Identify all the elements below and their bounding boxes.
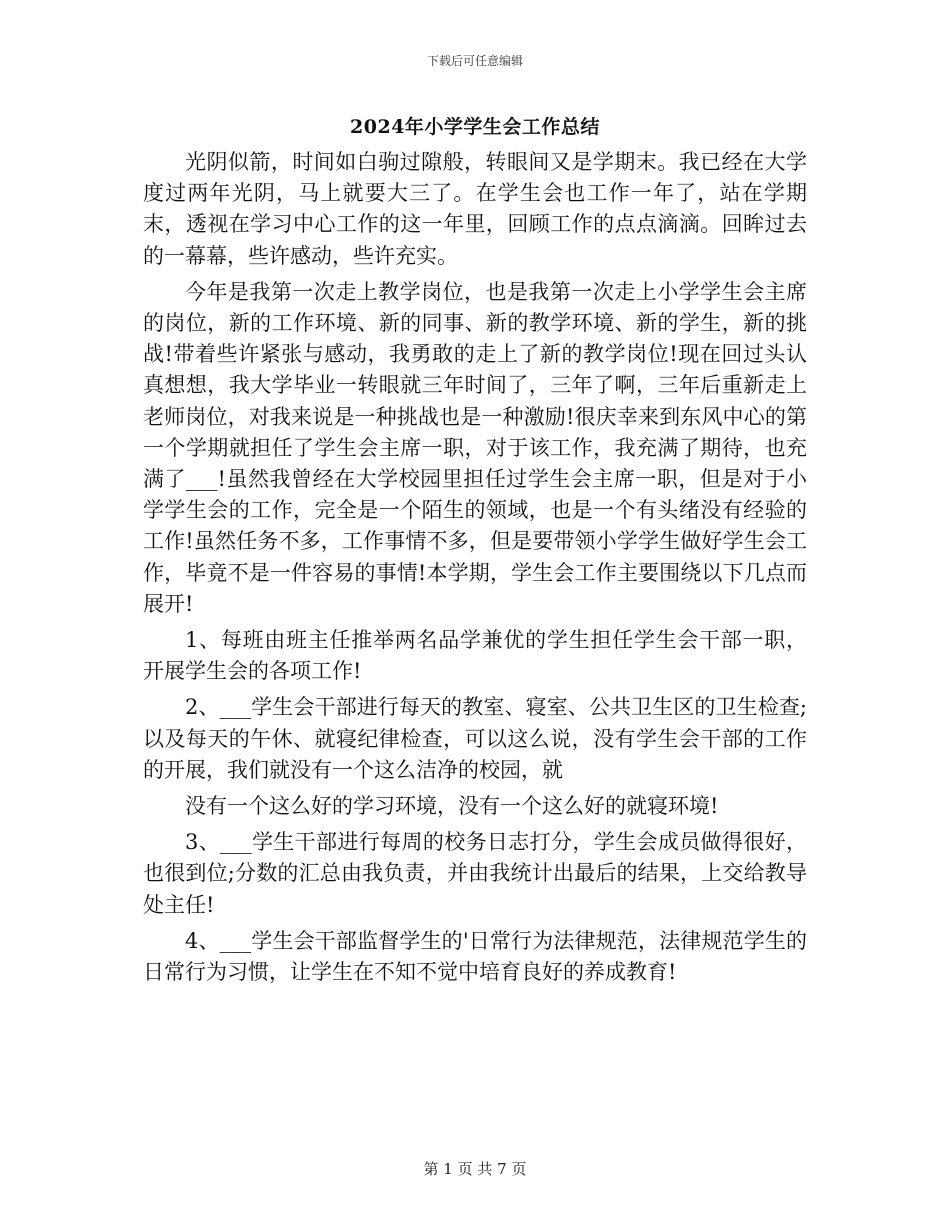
header-note: 下载后可任意编辑	[426, 54, 523, 68]
document-body	[143, 147, 807, 993]
paragraph-item-2-continued: 没有一个这么好的学习环境，没有一个这么好的就寝环境!	[185, 794, 719, 819]
paragraph-item-3: 3、___学生干部进行每周的校务日志打分，学生会成员做得很好，也很到位;分数的汇总由我负责，并由我统计出最后的结果，上交给教导处主任!	[143, 830, 807, 917]
paragraph-item-4: 4、___学生会干部监督学生的'日常行为法律规范，法律规范学生的日常行为习惯，让学生在不知不觉中培育良好的养成教育!	[143, 928, 807, 985]
document-title: 2024年小学学生会工作总结	[350, 116, 600, 138]
page-number-footer: 第 1 页 共 7 页	[423, 1160, 527, 1178]
paragraph-item-1: 1、每班由班主任推举两名品学兼优的学生担任学生会干部一职，开展学生会的各项工作!	[143, 628, 807, 684]
paragraph-item-2: 2、___学生会干部进行每天的教室、寝室、公共卫生区的卫生检查;以及每天的午休、就寝纪律检查，可以这么说，没有学生会干部的工作的开展，我们就没有一个这么洁净的校园，就	[143, 695, 807, 782]
paragraph-intro: 光阴似箭，时间如白驹过隙般，转眼间又是学期末。我已经在大学度过两年光阴，马上就要大三了。在学生会也工作一年了，站在学期末，透视在学习中心工作的这一年里，回顾工作的点点滴滴。回眸过去的一幕幕，些许感动，些许充实。	[143, 150, 807, 268]
paragraph-main: 今年是我第一次走上教学岗位，也是我第一次走上小学学生会主席的岗位，新的工作环境、新的同事、新的教学环境、新的学生，新的挑战!带着些许紧张与感动，我勇敢的走上了新的教学岗位!现在回过头认真想想，我大学毕业一转眼就三年时间了，三年了啊，三年后重新走上老师岗位，对我来说是一种挑战也是一种激励!很庆幸来到东风中心的第一个学期就担任了学生会主席一职，对于该工作，我充满了期待，也充满了___!虽然我曾经在大学校园里担任过学生会主席一职，但是对于小学学生会的工作，完全是一个陌生的领域，也是一个有头绪没有经验的工作!虽然任务不多，工作事情不多，但是要带领小学学生做好学生会工作，毕竟不是一件容易的事情!本学期，学生会工作主要围绕以下几点而展开!	[143, 279, 807, 616]
